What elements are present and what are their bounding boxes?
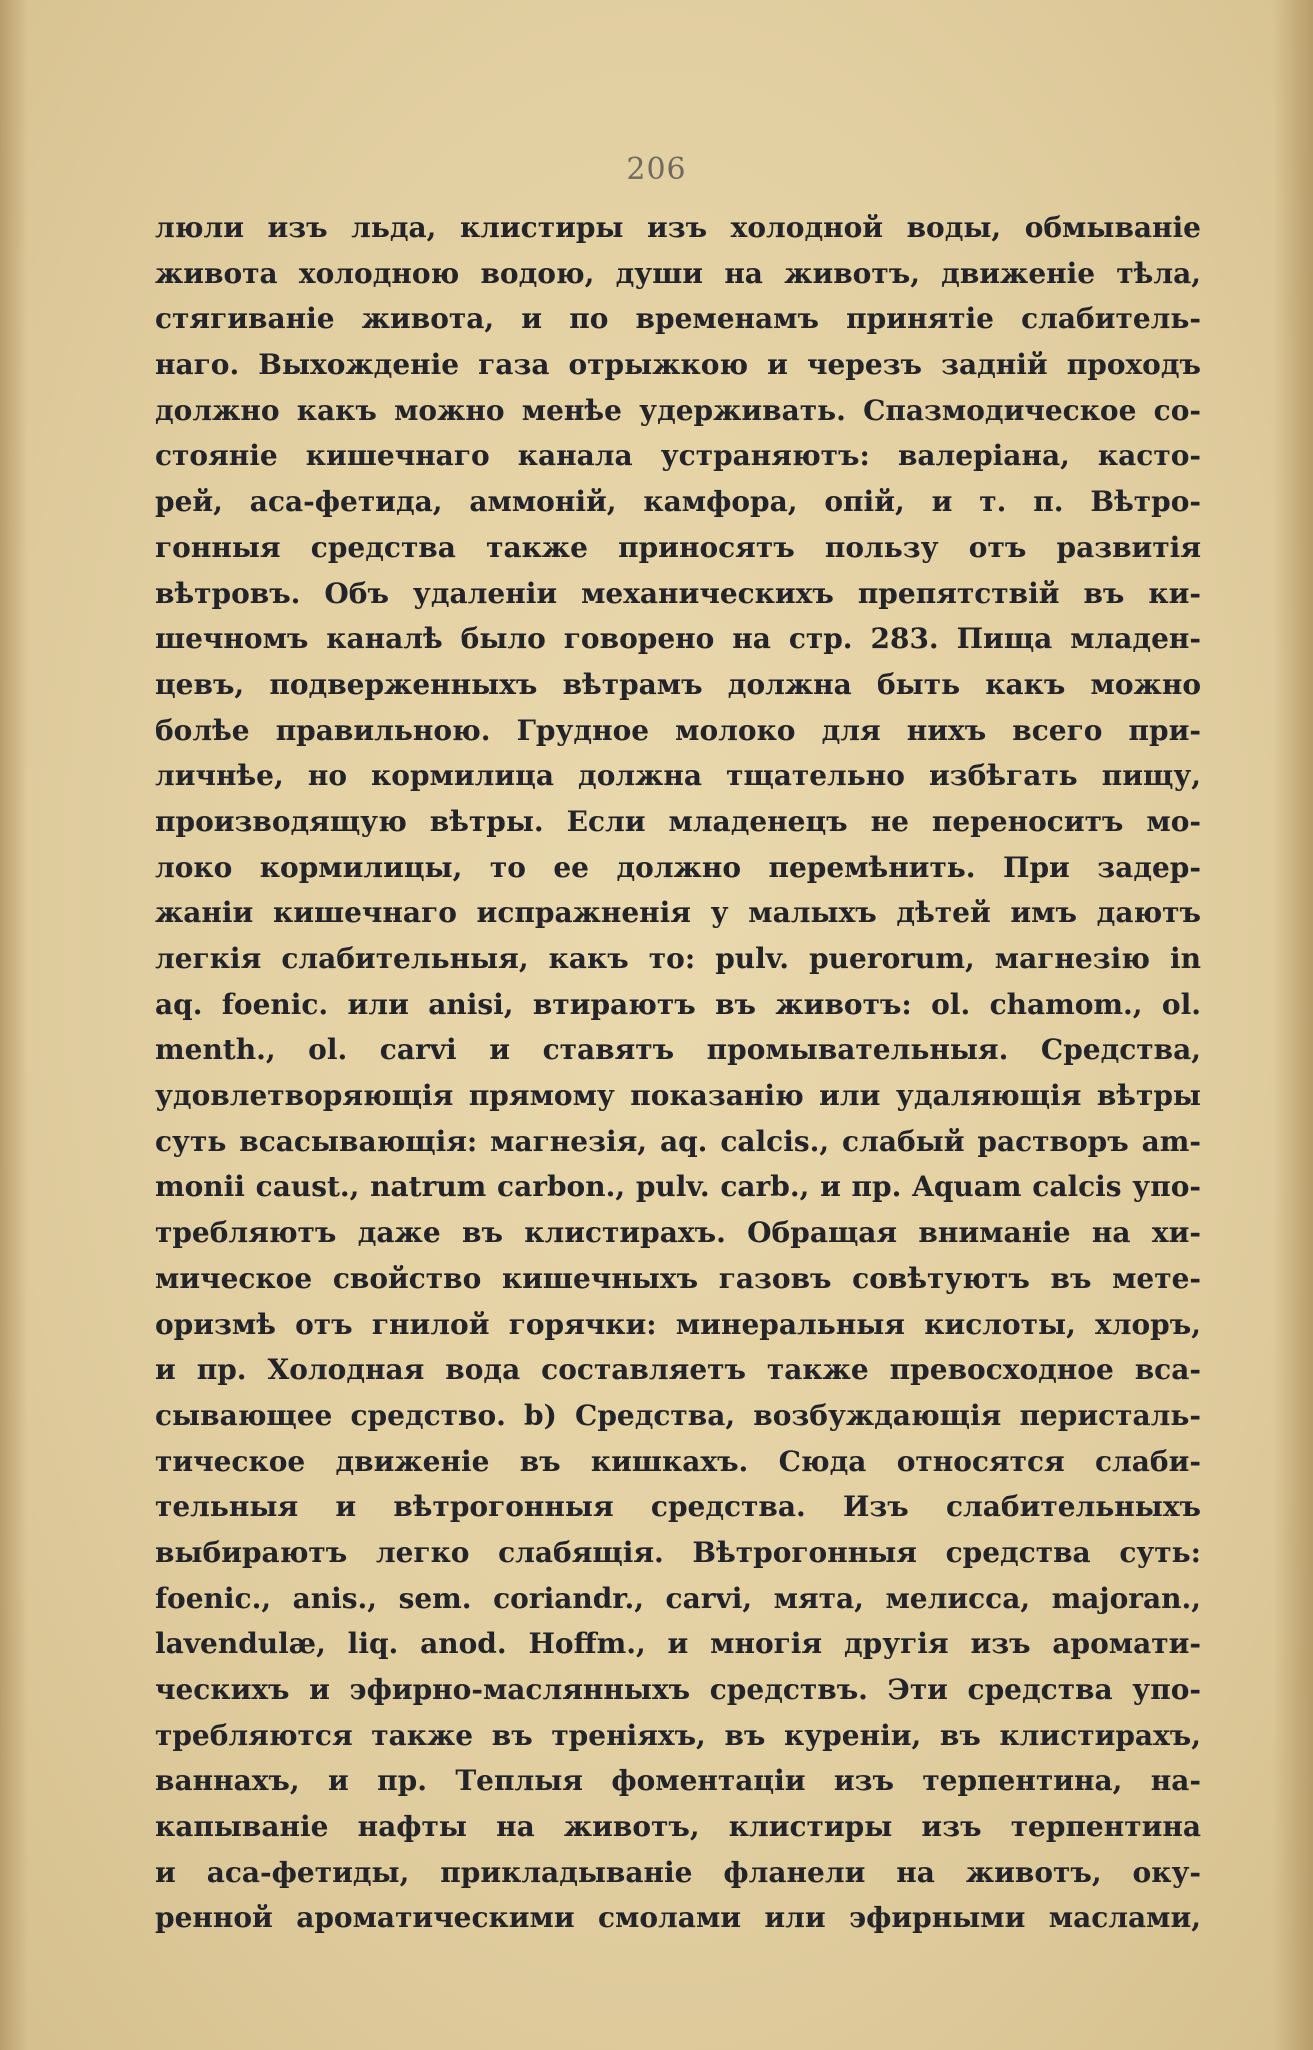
text-line: menth., ol. carvi и ставятъ промывательныя. Средства, xyxy=(155,1033,1201,1067)
body-text xyxy=(155,205,1201,1941)
page-number: 206 xyxy=(626,152,687,187)
text-line: требляются также въ тренiяхъ, въ куренiи, въ клистирахъ, xyxy=(155,1718,1201,1752)
text-line: наго. Выхожденie газа отрыжкою и черезъ заднiй проходъ xyxy=(155,348,1201,382)
text-line: личнѣе, но кормилица должна тщательно избѣгать пищу, xyxy=(155,759,1201,793)
text-line: живота холодною водою, души на животъ, движенie тѣла, xyxy=(155,256,1201,290)
text-line: болѣе правильною. Грудное молоко для нихъ всего при- xyxy=(155,713,1201,747)
page-edge-shadow-right xyxy=(1273,0,1313,2050)
text-line: мическое свойство кишечныхъ газовъ совѣтуютъ въ мете- xyxy=(155,1261,1201,1295)
text-line: капыванie нафты на животъ, клистиры изъ терпентина xyxy=(155,1810,1201,1844)
text-line: ваннахъ, и пр. Теплыя фоментацiи изъ терпентина, на- xyxy=(155,1764,1201,1798)
text-line: стягиванie живота, и по временамъ принятie слабитель- xyxy=(155,302,1201,336)
text-line: сывающее средство. b) Средства, возбуждающiя перисталь- xyxy=(155,1398,1201,1432)
text-line: ренной ароматическими смолами или эфирными маслами, xyxy=(155,1901,1201,1935)
text-line: гонныя средства также приносятъ пользу отъ развитiя xyxy=(155,530,1201,564)
text-line: локо кормилицы, то ее должно перемѣнить. При задер- xyxy=(155,850,1201,884)
text-line: и пр. Холодная вода составляетъ также превосходное вса- xyxy=(155,1353,1201,1387)
text-line: суть всасывающiя: магнезiя, aq. calcis., слабый растворъ am- xyxy=(155,1124,1201,1158)
text-line: легкiя слабительныя, какъ то: pulv. puerorum, магнезiю in xyxy=(155,942,1201,975)
text-line: требляютъ даже въ клистирахъ. Обращая вниманie на хи- xyxy=(155,1216,1201,1250)
text-line: foenic., anis., sem. coriandr., carvi, мята, мелисса, majoran., xyxy=(155,1581,1201,1615)
text-line: удовлетворяющiя прямому показанiю или удаляющiя вѣтры xyxy=(155,1079,1201,1113)
text-line: lavendulæ, liq. anod. Hoffm., и многiя другiя изъ аромати- xyxy=(155,1627,1201,1661)
text-line: aq. foenic. или anisi, втираютъ въ животъ: ol. chamom., ol. xyxy=(155,987,1201,1021)
text-line: выбираютъ легко слабящiя. Вѣтрогонныя средства суть: xyxy=(155,1535,1201,1569)
text-line: шечномъ каналѣ было говорено на стр. 283. Пища младен- xyxy=(155,622,1201,656)
text-line: жанiи кишечнаго испражненiя у малыхъ дѣтей имъ даютъ xyxy=(155,896,1201,930)
text-line: ческихъ и эфирно-маслянныхъ средствъ. Эти средства упо- xyxy=(155,1673,1201,1706)
text-line: тическое движенie въ кишкахъ. Сюда относятся слаби- xyxy=(155,1444,1201,1478)
text-line: тельныя и вѣтрогонныя средства. Изъ слабительныхъ xyxy=(155,1490,1201,1524)
text-line: стоянie кишечнаго канала устраняютъ: валерiана, касто- xyxy=(155,439,1201,473)
text-line: оризмѣ отъ гнилой горячки: минеральныя кислоты, хлоръ, xyxy=(155,1307,1201,1341)
text-line: вѣтровъ. Объ удаленiи механическихъ препятствiй въ ки- xyxy=(155,576,1201,610)
text-line: рей, аса-фетида, аммонiй, камфора, опiй, и т. п. Вѣтро- xyxy=(155,485,1201,519)
page-edge-shadow-left xyxy=(0,0,28,2050)
text-line: должно какъ можно менѣе удерживать. Спазмодическое со- xyxy=(155,393,1201,427)
text-line: люли изъ льда, клистиры изъ холодной воды, обмыванie xyxy=(155,211,1201,244)
text-line: и аса-фетиды, прикладыванie фланели на животъ, оку- xyxy=(155,1855,1201,1889)
text-line: производящую вѣтры. Если младенецъ не переноситъ мо- xyxy=(155,804,1201,838)
text-line: monii caust., natrum carbon., pulv. carb., и пр. Aquam calcis упо- xyxy=(155,1170,1201,1204)
text-line: цевъ, подверженныхъ вѣтрамъ должна быть какъ можно xyxy=(155,667,1201,701)
